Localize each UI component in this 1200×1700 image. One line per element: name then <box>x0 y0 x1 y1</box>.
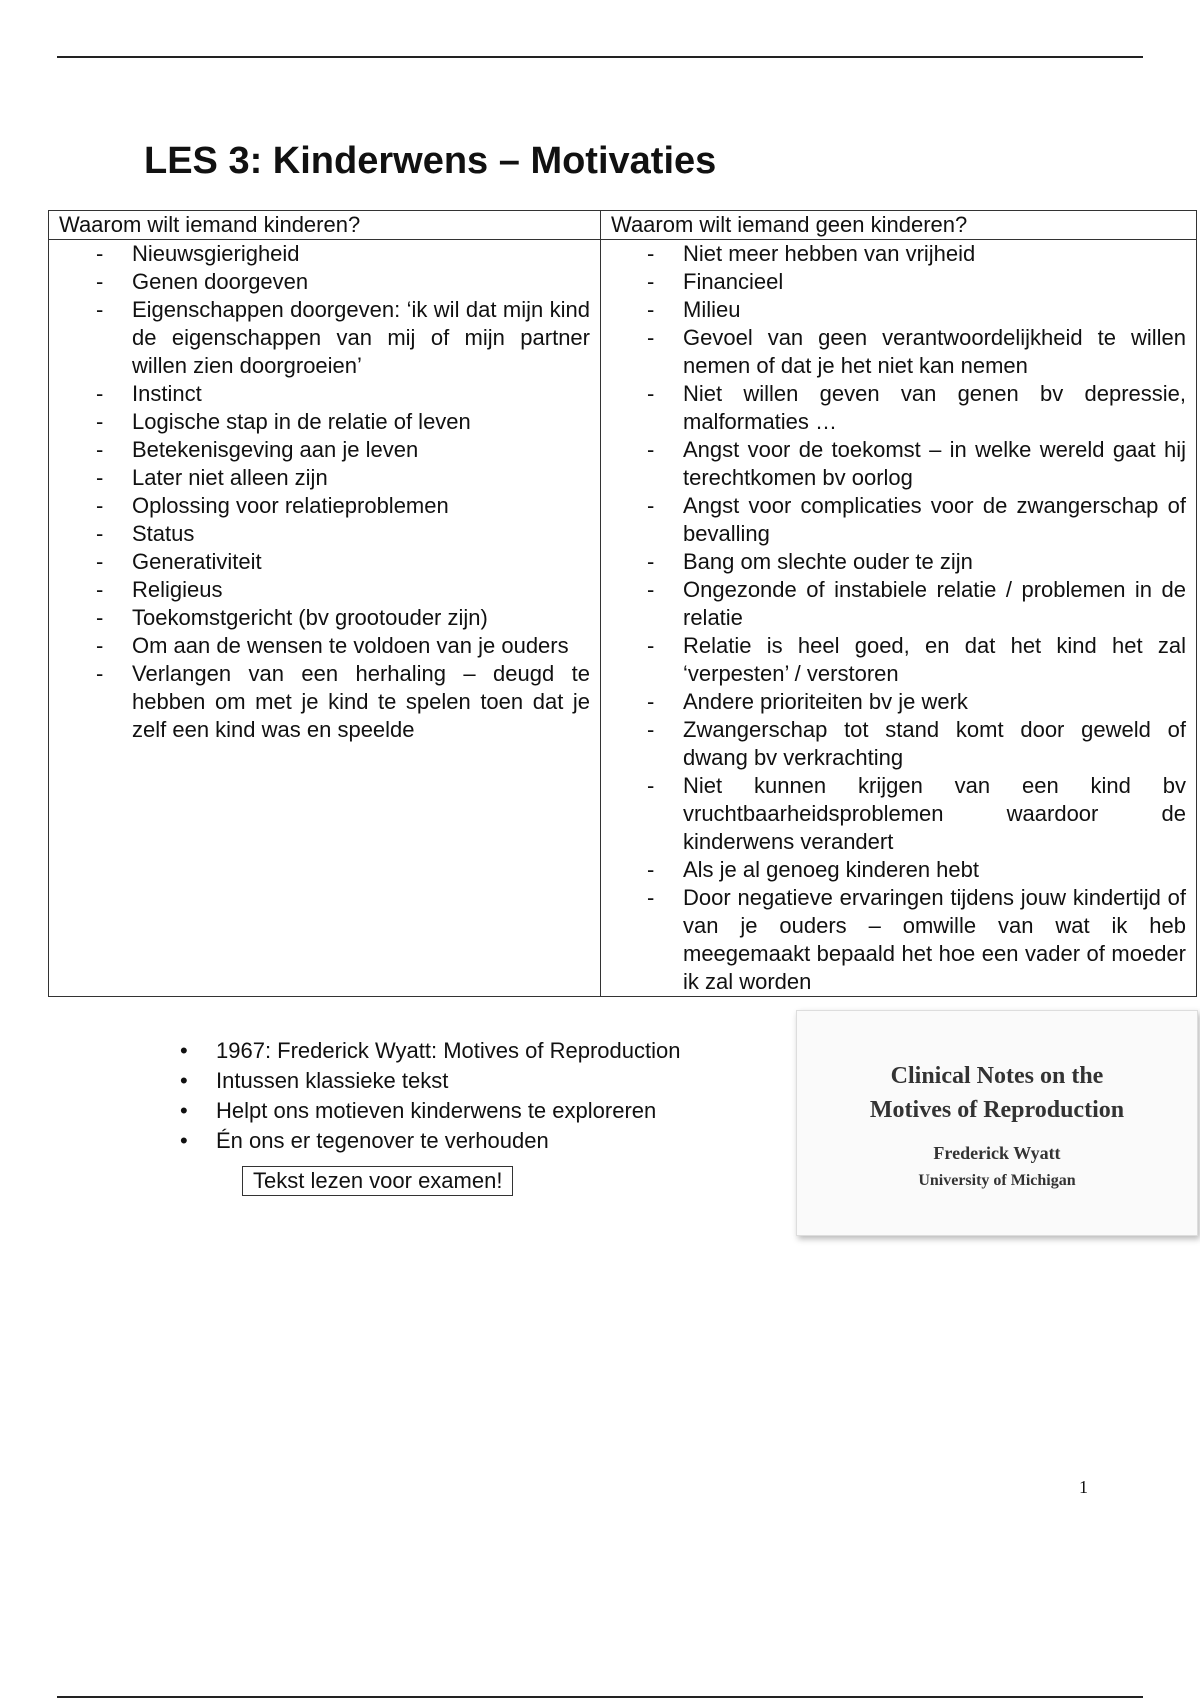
left-column <box>49 240 601 997</box>
page-number: 1 <box>1079 1477 1088 1497</box>
reason-against-item: - Milieu <box>601 296 1186 324</box>
reason-for-item: - Om aan de wensen te voldoen van je ouders <box>49 632 590 660</box>
reason-for-item: - Oplossing voor relatieproblemen <box>49 492 590 520</box>
right-column <box>601 240 1197 997</box>
reason-against-item: - Relatie is heel goed, en dat het kind het zal ‘verpesten’ / verstoren <box>601 632 1186 688</box>
reason-for-item: - Religieus <box>49 576 590 604</box>
reason-for-item: - Generativiteit <box>49 548 590 576</box>
exam-note-box: Tekst lezen voor examen! <box>242 1166 513 1196</box>
reason-for-item: - Verlangen van een herhaling – deugd te hebben om met je kind te spelen toen dat je zelf een kind was en speelde <box>49 660 590 744</box>
reason-against-item: - Bang om slechte ouder te zijn <box>601 548 1186 576</box>
bottom-rule <box>57 1696 1143 1698</box>
book-affiliation: University of Michigan <box>918 1172 1076 1189</box>
right-column-header: Waarom wilt iemand geen kinderen? <box>601 211 1197 240</box>
book-title <box>797 1059 1197 1127</box>
motivations-table <box>48 210 1197 997</box>
reason-for-item: - Nieuwsgierigheid <box>49 240 590 268</box>
book-author: Frederick Wyatt <box>933 1143 1061 1163</box>
reason-for-item: - Genen doorgeven <box>49 268 590 296</box>
bullet-item: • 1967: Frederick Wyatt: Motives of Reproduction <box>170 1036 680 1066</box>
reasons-against-children-list <box>601 240 1186 996</box>
bullet-item: • Helpt ons motieven kinderwens te exploreren <box>170 1096 680 1126</box>
reason-against-item: - Financieel <box>601 268 1186 296</box>
book-title-line-1: Clinical Notes on the <box>890 1063 1104 1089</box>
reason-against-item: - Andere prioriteiten bv je werk <box>601 688 1186 716</box>
reason-for-item: - Instinct <box>49 380 590 408</box>
reasons-for-children-list <box>49 240 590 744</box>
reason-against-item: - Niet kunnen krijgen van een kind bv vruchtbaarheidsproblemen waardoor de kinderwens verandert <box>601 772 1186 856</box>
reason-for-item: - Toekomstgericht (bv grootouder zijn) <box>49 604 590 632</box>
reason-for-item: - Later niet alleen zijn <box>49 464 590 492</box>
bullet-item: • Én ons er tegenover te verhouden <box>170 1126 680 1156</box>
book-cover-image <box>796 1010 1198 1236</box>
reason-for-item: - Betekenisgeving aan je leven <box>49 436 590 464</box>
reason-for-item: - Logische stap in de relatie of leven <box>49 408 590 436</box>
top-rule <box>57 56 1143 58</box>
bullet-item: • Intussen klassieke tekst <box>170 1066 680 1096</box>
reason-for-item: - Eigenschappen doorgeven: ‘ik wil dat mijn kind de eigenschappen van mij of mijn partner willen zien doorgroeien’ <box>49 296 590 380</box>
reason-against-item: - Als je al genoeg kinderen hebt <box>601 856 1186 884</box>
reason-for-item: - Status <box>49 520 590 548</box>
reason-against-item: - Angst voor complicaties voor de zwangerschap of bevalling <box>601 492 1186 548</box>
reason-against-item: - Ongezonde of instabiele relatie / problemen in de relatie <box>601 576 1186 632</box>
wyatt-bullet-list <box>170 1036 680 1156</box>
reason-against-item: - Niet meer hebben van vrijheid <box>601 240 1186 268</box>
left-column-header: Waarom wilt iemand kinderen? <box>49 211 601 240</box>
page-title: LES 3: Kinderwens – Motivaties <box>144 140 717 182</box>
book-title-line-2: Motives of Reproduction <box>869 1097 1125 1123</box>
reason-against-item: - Niet willen geven van genen bv depressie, malformaties … <box>601 380 1186 436</box>
reason-against-item: - Zwangerschap tot stand komt door geweld of dwang bv verkrachting <box>601 716 1186 772</box>
reason-against-item: - Door negatieve ervaringen tijdens jouw kindertijd of van je ouders – omwille van wat ik heb meegemaakt bepaald het hoe een vader of moeder ik zal worden <box>601 884 1186 996</box>
reason-against-item: - Gevoel van geen verantwoordelijkheid te willen nemen of dat je het niet kan nemen <box>601 324 1186 380</box>
reason-against-item: - Angst voor de toekomst – in welke wereld gaat hij terechtkomen bv oorlog <box>601 436 1186 492</box>
